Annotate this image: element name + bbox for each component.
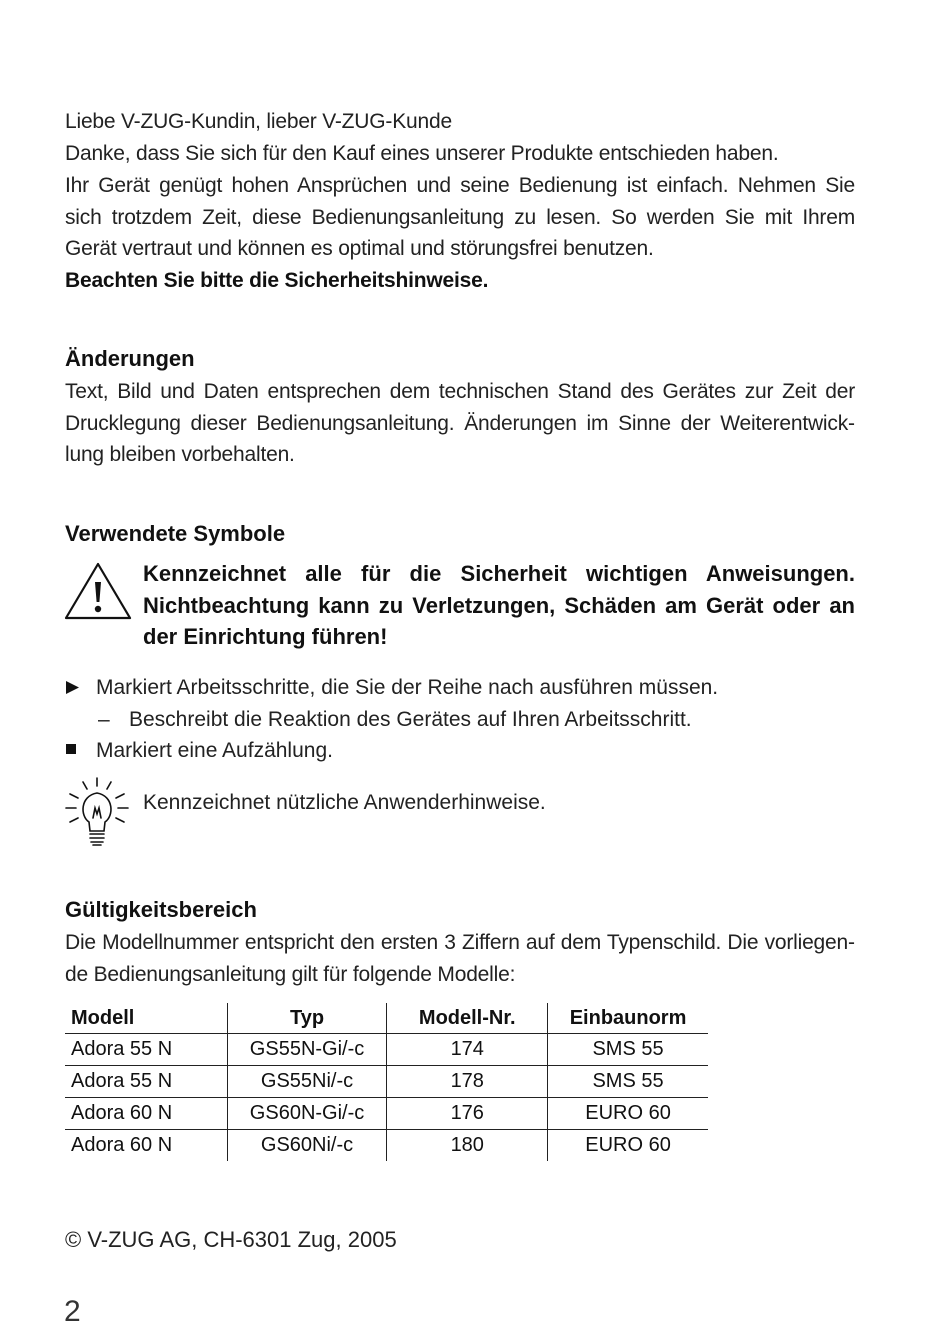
warning-triangle-icon: [62, 560, 134, 624]
intro-paragraph: Ihr Gerät genügt hohen Ansprüchen und seine Bedienung ist einfach. Nehmen Sie sich trotzdem Zeit, diese Bedienungsanleitung zu lesen. So werden Sie mit Ihrem Gerät vertraut und können es optimal und störungsfrei benutzen.: [65, 174, 855, 260]
thanks-line: Danke, dass Sie sich für den Kauf eines unserer Produkte entschieden haben.: [65, 142, 779, 165]
table-header-row: [65, 1003, 708, 1034]
cell-installation-norm: SMS 55: [548, 1066, 708, 1098]
list-text: Markiert eine Aufzählung.: [96, 739, 333, 762]
bullet-square-icon: [66, 744, 76, 754]
header-model: Modell: [65, 1003, 227, 1034]
table-row: [65, 1066, 708, 1098]
cell-model-number: 178: [387, 1066, 548, 1098]
cell-model-number: 174: [387, 1034, 548, 1066]
header-installation-norm: Einbaunorm: [548, 1003, 708, 1034]
cell-model: Adora 60 N: [65, 1098, 227, 1130]
cell-model: Adora 55 N: [65, 1066, 227, 1098]
cell-installation-norm: EURO 60: [585, 1134, 671, 1156]
table-row: [65, 1130, 708, 1162]
step-text: Markiert Arbeitsschritte, die Sie der Reihe nach ausführen müssen.: [96, 676, 719, 699]
step-arrow-icon: [65, 680, 80, 695]
header-model-number: Modell-Nr.: [387, 1003, 548, 1034]
greeting: Liebe V-ZUG-Kundin, lieber V-ZUG-Kunde: [65, 110, 452, 133]
reaction-text: Beschreibt die Reaktion des Gerätes auf Ihren Arbeitsschritt.: [129, 708, 692, 731]
copyright: © V-ZUG AG, CH-6301 Zug, 2005: [65, 1227, 397, 1252]
cell-model: Adora 60 N: [65, 1130, 227, 1162]
header-type: Typ: [227, 1003, 387, 1034]
warning-text: Kennzeichnet alle für die Sicherheit wichtigen Anweisungen. Nichtbeachtung kann zu Verletzungen, Schäden am Gerät oder an der Einrichtung führen!: [143, 561, 855, 649]
cell-type: GS60N-Gi/-c: [227, 1098, 387, 1130]
cell-type: GS55Ni/-c: [227, 1066, 387, 1098]
cell-type: GS55N-Gi/-c: [227, 1034, 387, 1066]
safety-note: Beachten Sie bitte die Sicherheitshinweise.: [65, 269, 489, 292]
cell-installation-norm: EURO 60: [548, 1098, 708, 1130]
cell-model: Adora 55 N: [65, 1034, 227, 1066]
models-table: [65, 1003, 708, 1161]
validity-text: Die Modellnummer entspricht den ersten 3 Ziffern auf dem Typenschild. Die vorliegende Bedienungsanleitung gilt für folgende Modelle:: [65, 931, 855, 986]
cell-model-number: 180: [387, 1130, 548, 1162]
validity-heading: Gültigkeitsbereich: [65, 897, 257, 922]
cell-installation-norm: SMS 55: [548, 1034, 708, 1066]
table-row: [65, 1098, 708, 1130]
table-row: [65, 1034, 708, 1066]
cell-model-number: 176: [387, 1098, 548, 1130]
tip-text: Kennzeichnet nützliche Anwenderhinweise.: [143, 791, 546, 814]
changes-text: Text, Bild und Daten entsprechen dem technischen Stand des Gerätes zur Zeit der Drucklegung dieser Bedienungsanleitung. Änderungen im Sinne der Weiterentwicklung bleiben vorbehalten.: [65, 380, 855, 466]
cell-type: GS60Ni/-c: [227, 1130, 387, 1162]
changes-heading: Änderungen: [65, 346, 195, 371]
reaction-dash: –: [98, 708, 110, 731]
symbols-heading: Verwendete Symbole: [65, 521, 286, 546]
lightbulb-tip-icon: [64, 776, 130, 850]
page-number: 2: [64, 1295, 81, 1328]
